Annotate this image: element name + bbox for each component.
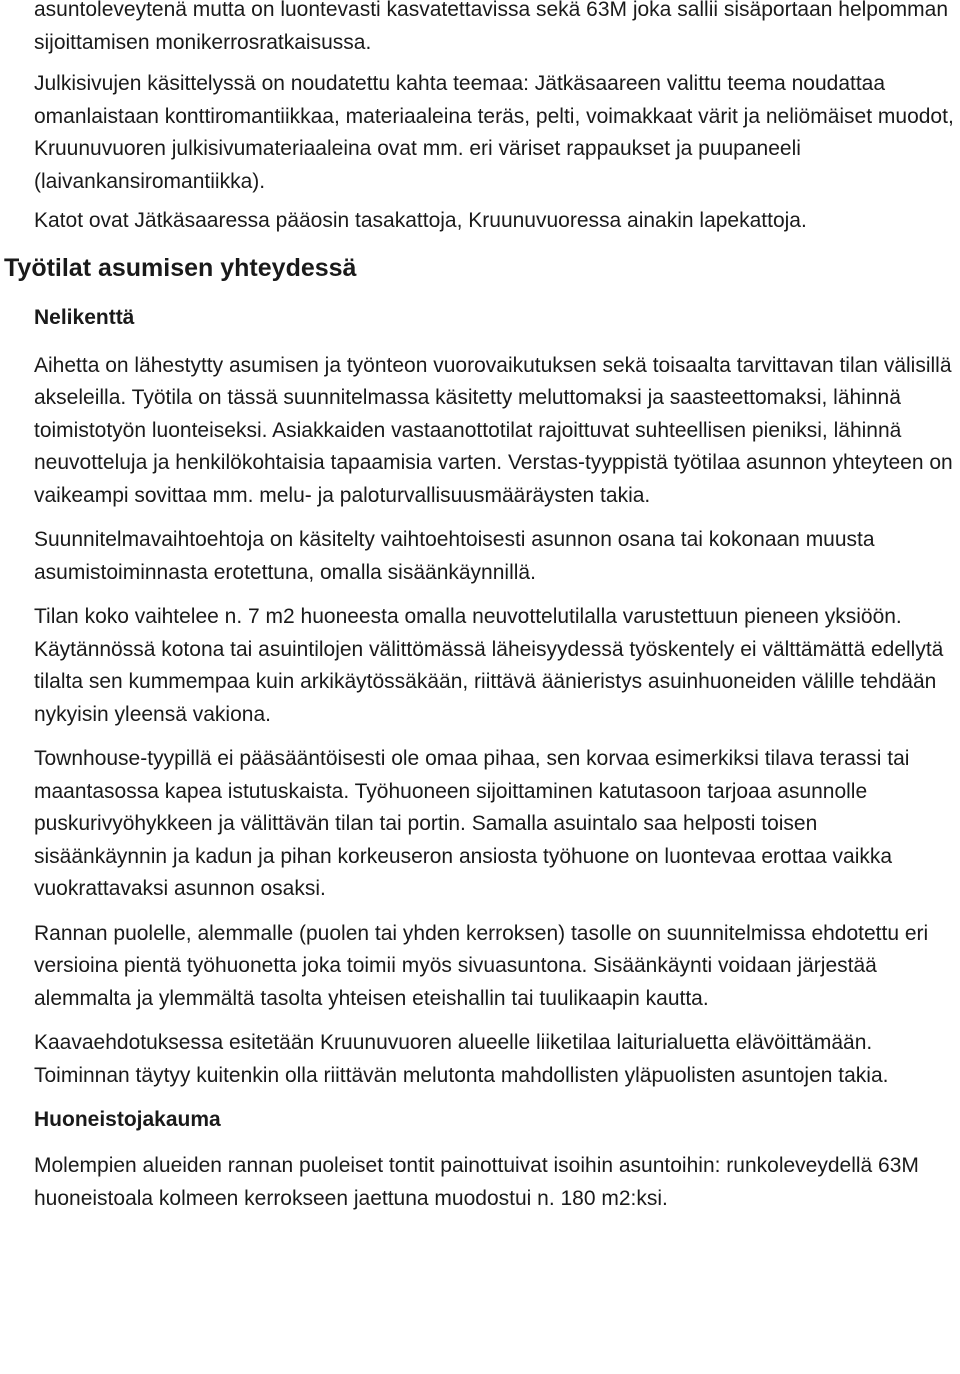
subheading-nelikentta: Nelikenttä (34, 305, 135, 329)
final-paragraph: Molempien alueiden rannan puoleiset tontit painottuivat isoihin asuntoihin: runkoleveydellä 63M huoneistoala kolmeen kerrokseen jaettuna muodostui n. 180 m2:ksi. (34, 1154, 919, 1210)
body-paragraph-1: Aihetta on lähestytty asumisen ja työnteon vuorovaikutuksen sekä toisaalta tarvittavan tilan välisillä akseleilla. Työtila on tässä suunnitelmassa käsitetty meluttomaksi ja saasteettomaksi, lähinnä toimistotyön luonteiseksi. Asiakkaiden vastaanottotilat rajoittuvat suhteellisen pieniksi, lähinnä neuvotteluja ja henkilökohtaisia tapaamisia varten. Verstas-tyyppistä työtilaa asunnon yhteyteen on vaikeampi sovittaa mm. melu- ja paloturvallisuusmääräysten takia. (34, 353, 953, 507)
intro-paragraph-3: Katot ovat Jätkäsaaressa pääosin tasakattoja, Kruunuvuoressa ainakin lapekattoja. (34, 209, 807, 232)
body-paragraph-6: Kaavaehdotuksessa esitetään Kruunuvuoren alueelle liiketilaa laiturialuetta elävöittämään. Toiminnan täytyy kuitenkin olla riittävän melutonta mahdollisten yläpuolisten asuntojen takia. (34, 1031, 889, 1087)
intro-paragraph-2: Julkisivujen käsittelyssä on noudatettu kahta teemaa: Jätkäsaareen valittu teema noudattaa omanlaistaan konttiromantiikkaa, materiaaleina teräs, pelti, voimakkaat värit ja neliömäiset muodot, Kruunuvuoren julkisivumateriaaleina ovat mm. eri väriset rappaukset ja puupaneeli (laivankansiromantiikka). (34, 72, 954, 193)
body-paragraph-3: Tilan koko vaihtelee n. 7 m2 huoneesta omalla neuvottelutilalla varustettuun pieneen yksiöön. Käytännössä kotona tai asuintilojen välittömässä läheisyydessä työskentely ei välttämättä edellytä tilalta sen kummempaa kuin arkikäytössäkään, riittävä äänieristys asuinhuoneiden välille tehdään nykyisin yleensä vakiona. (34, 605, 944, 726)
intro-paragraph-1: asuntoleveytenä mutta on luontevasti kasvatettavissa sekä 63M joka sallii sisäportaan helpomman sijoittamisen monikerrosratkaisussa. (34, 0, 949, 54)
subheading-huoneistojakauma: Huoneistojakauma (34, 1108, 221, 1131)
body-paragraph-2: Suunnitelmavaihtoehtoja on käsitelty vaihtoehtoisesti asunnon osana tai kokonaan muusta asumistoiminnasta erotettuna, omalla sisäänkäynnillä. (34, 528, 875, 584)
section-heading: Työtilat asumisen yhteydessä (4, 253, 357, 282)
body-paragraph-4: Townhouse-tyypillä ei pääsääntöisesti ole omaa pihaa, sen korvaa esimerkiksi tilava terassi tai maantasossa kapea istutuskaista. Työhuoneen sijoittaminen katutasoon tarjoaa asunnolle puskurivyöhykkeen ja välittävän tilan tai portin. Samalla asuintalo saa helposti toisen sisäänkäynnin ja kadun ja pihan korkeuseron ansiosta työhuone on luontevaa erottaa vaikka vuokrattavaksi asunnon osaksi. (34, 747, 910, 900)
body-paragraph-5: Rannan puolelle, alemmalle (puolen tai yhden kerroksen) tasolle on suunnitelmissa ehdotettu eri versioina pientä työhuonetta joka toimii myös sivuasuntona. Sisäänkäynti voidaan järjestää alemmalta ja ylemmältä tasolta yhteisen eteishallin tai tuulikaapin kautta. (34, 921, 929, 1010)
